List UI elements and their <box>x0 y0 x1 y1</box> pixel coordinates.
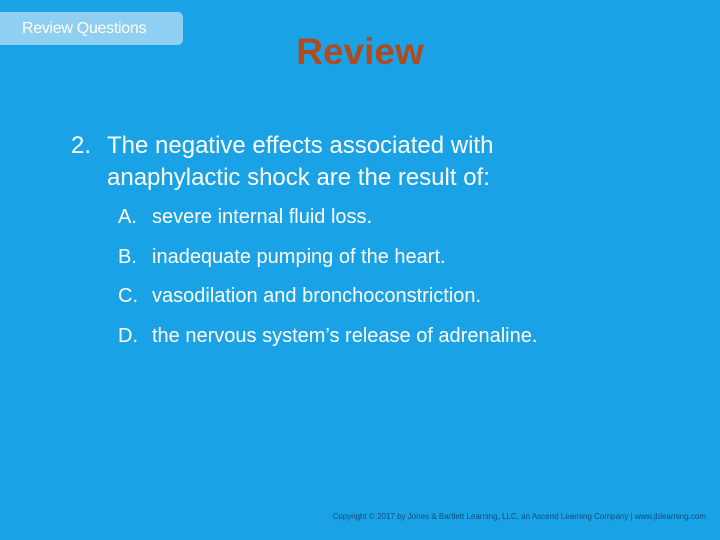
answer-text: severe internal fluid loss. <box>152 206 373 228</box>
answer-text: inadequate pumping of the heart. <box>152 245 446 268</box>
question <box>71 130 671 194</box>
answer-text: vasodilation and bronchoconstriction. <box>152 285 482 307</box>
answer-letter: A. <box>118 206 137 228</box>
answer-letter: D. <box>118 324 138 347</box>
answer-option-c <box>118 283 698 323</box>
section-tag: Review Questions <box>0 12 183 45</box>
answer-letter: B. <box>118 245 137 268</box>
answer-option-b <box>118 244 698 284</box>
answer-letter: C. <box>118 285 138 307</box>
question-text: The negative effects associated with anaphylactic shock are the result of: <box>107 132 494 191</box>
answer-option-d <box>118 323 698 363</box>
question-number: 2. <box>71 132 92 159</box>
answer-list <box>118 204 698 362</box>
slide-title: Review <box>296 31 424 72</box>
answer-text: the nervous system’s release of adrenaline. <box>152 324 538 347</box>
answer-option-a <box>118 204 698 244</box>
copyright-footer: Copyright © 2017 by Jones & Bartlett Learning, LLC, an Ascend Learning Company | www.jblearning.com <box>332 512 706 521</box>
